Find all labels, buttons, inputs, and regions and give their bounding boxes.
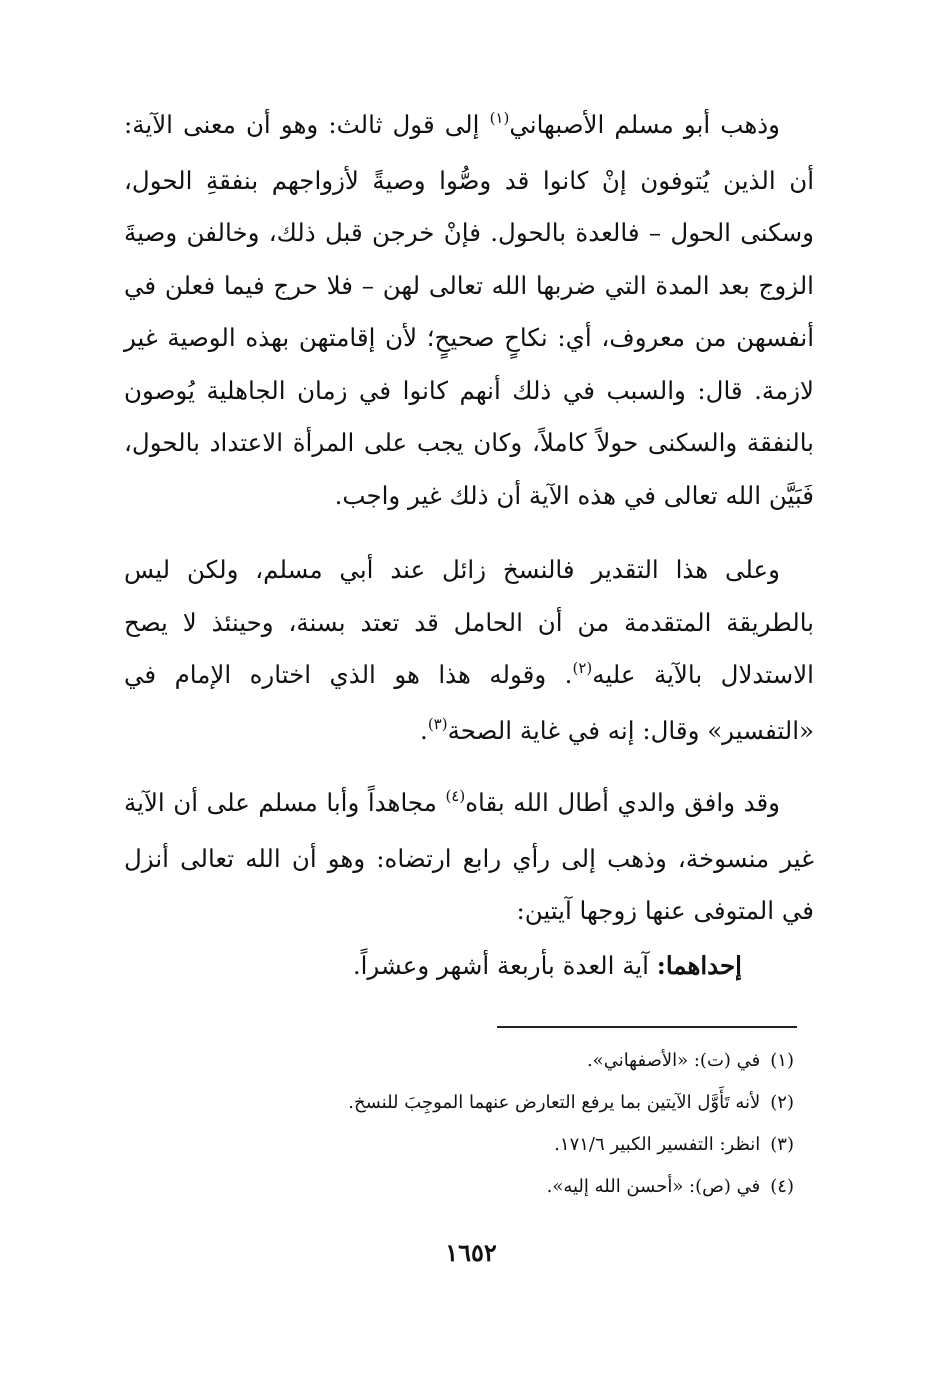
- footnote-4: [194, 1166, 794, 1208]
- paragraph-4-text: آية العدة بأربعة أشهر وعشراً.: [352, 951, 657, 980]
- paragraph-2-text-b: . وقوله هذا هو الذي اختاره الإمام في «التفسير» وقال: إنه في غاية الصحة: [124, 660, 814, 745]
- footnote-3-number: (٣): [770, 1134, 794, 1155]
- paragraph-3-text-a: وقد وافق والدي أطال الله بقاه: [465, 788, 781, 817]
- paragraph-2: [124, 544, 814, 760]
- footnote-3: [194, 1124, 794, 1166]
- footnote-1-text: في (ت): «الأصفهاني».: [586, 1050, 761, 1071]
- footnote-3-text: انظر: التفسير الكبير ١٧١/٦.: [554, 1134, 761, 1155]
- footnote-2-number: (٢): [770, 1092, 794, 1113]
- footnote-separator: [497, 1026, 797, 1028]
- footnote-2: [194, 1082, 794, 1124]
- paragraph-3: [124, 777, 814, 938]
- footnote-ref-1: (١): [489, 109, 510, 127]
- paragraph-1: [124, 99, 814, 522]
- footnotes: [194, 1040, 794, 1208]
- paragraph-4: [52, 940, 814, 993]
- paragraph-2-text-a: وعلى هذا التقدير فالنسخ زائل عند أبي مسلم، ولكن ليس بالطريقة المتقدمة من أن الحامل قد تعتد بسنة، وحينئذ لا يصح الاستدلال بالآية عليه: [124, 555, 814, 689]
- paragraph-4-label: إحداهما:: [656, 951, 742, 980]
- footnote-1-number: (١): [770, 1050, 794, 1071]
- footnote-ref-4: (٤): [445, 787, 466, 805]
- page-number: ١٦٥٢: [445, 1238, 497, 1267]
- footnote-ref-3: (٣): [427, 714, 448, 733]
- footnote-ref-2: (٢): [572, 659, 593, 677]
- footnote-2-text: لأنه تَأَوَّل الآيتين بما يرفع التعارض عنهما الموجِبَ للنسخ.: [348, 1092, 761, 1113]
- footnote-1: [194, 1040, 794, 1082]
- footnote-4-number: (٤): [770, 1176, 794, 1197]
- footnote-4-text: في (ص): «أحسن الله إليه».: [546, 1176, 761, 1197]
- paragraph-1-text-a: وذهب أبو مسلم الأصبهاني: [509, 110, 781, 139]
- paragraph-3-text-b: مجاهداً وأبا مسلم على أن الآية غير منسوخة، وذهب إلى رأي رابع ارتضاه: وهو أن الله تعالى أنزل في المتوفى عنها زوجها آيتين:: [124, 788, 814, 925]
- paragraph-2-text-c: .: [420, 715, 428, 745]
- paragraph-1-text-b: إلى قول ثالث: وهو أن معنى الآية: أن الذين يُتوفون إنْ كانوا قد وصُّوا وصيةً لأزواجهم بنفقةِ الحول، وسكنى الحول – فالعدة بالحول. فإنْ خرجن قبل ذلك، وخالفن وصيةَ الزوج بعد المدة التي ضربها الله تعالى لهن – فلا حرج فيما فعلن في أنفسهن من معروف، أي: نكاحٍ صحيحٍ؛ لأن إقامتهن بهذه الوصية غير لازمة. قال: والسبب في ذلك أنهم كانوا في زمان الجاهلية يُوصون بالنفقة والسكنى حولاً كاملاً، وكان يجب على المرأة الاعتداد بالحول، فَبَيَّن الله تعالى في هذه الآية أن ذلك غير واجب.: [124, 110, 814, 510]
